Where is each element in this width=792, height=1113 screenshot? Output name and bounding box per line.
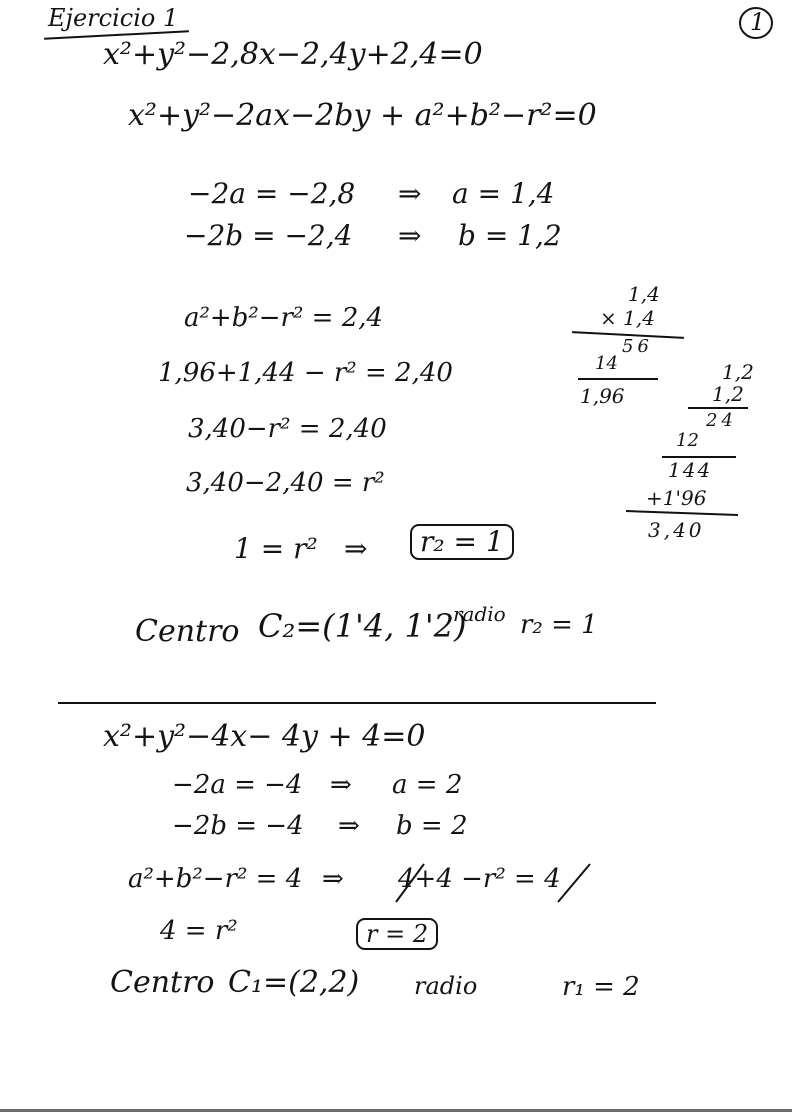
calc2-partial-1: 24	[706, 410, 737, 431]
ex2-radio-label: radio	[414, 972, 478, 1000]
ex2-line1-lhs: a²+b²−r² = 4	[128, 864, 303, 894]
calc1-operand-b: × 1,4	[600, 306, 655, 330]
section-divider	[58, 702, 656, 704]
ex1-implies-b: ⇒	[398, 219, 422, 252]
ex1-line2: 1,96+1,44 − r² = 2,40	[158, 358, 453, 388]
ex2-radio-value: r₁ = 2	[562, 972, 640, 1002]
ex1-step-a-lhs: −2a = −2,8	[188, 177, 356, 210]
calc2-partial-2: 12	[676, 430, 699, 451]
page-number: 1	[750, 8, 766, 36]
calc1-partial-1: 56	[622, 336, 653, 357]
calc-add-operand: +1'96	[646, 486, 707, 510]
ex2-line2-lhs: 4 = r²	[160, 916, 238, 946]
ex2-step-b-rhs: b = 2	[396, 811, 468, 841]
ex2-step-a-lhs: −2a = −4	[172, 770, 303, 800]
calc2-operand-b: 1,2	[712, 382, 744, 406]
ex1-step-a-rhs: a = 1,4	[452, 177, 555, 210]
ex1-step-b-lhs: −2b = −2,4	[184, 219, 353, 252]
calc1-operand-a: 1,4	[628, 282, 660, 306]
calc1-result: 1,96	[580, 384, 625, 408]
ex2-implies-b: ⇒	[338, 811, 360, 841]
ex1-step-b-rhs: b = 1,2	[458, 219, 562, 252]
ex1-center-label: Centro	[135, 614, 240, 649]
ex2-equation: x²+y²−4x− 4y + 4=0	[103, 719, 426, 754]
ex1-radius-result-box: r₂ = 1	[410, 524, 514, 560]
ex2-center-value: C₁=(2,2)	[228, 965, 360, 1000]
ex2-line1-rhs: 4+4 −r² = 4	[398, 864, 561, 894]
ex1-line4: 3,40−2,40 = r²	[186, 468, 385, 498]
ex1-radio-value: r₂ = 1	[520, 610, 598, 640]
ex1-implies-a: ⇒	[398, 177, 422, 210]
ex2-cancel-strokes	[390, 858, 600, 908]
calc-add-rule	[626, 510, 738, 516]
ex1-center-value: C₂=(1'4, 1'2)	[258, 607, 467, 645]
calc2-rule-1	[688, 407, 748, 409]
calc2-operand-a: 1,2	[722, 360, 754, 384]
page-title: Ejercicio 1	[48, 4, 179, 32]
ex1-equation: x²+y²−2,8x−2,4y+2,4=0	[103, 37, 483, 72]
page-bottom-edge	[0, 1109, 792, 1112]
calc2-result: 144	[668, 458, 713, 482]
ex2-center-label: Centro	[110, 965, 215, 1000]
ex2-step-b-lhs: −2b = −4	[172, 811, 304, 841]
ex2-implies-r: ⇒	[322, 864, 344, 894]
ex1-line1: a²+b²−r² = 2,4	[184, 303, 384, 333]
calc-add-result: 3,40	[648, 518, 705, 542]
ex2-radius-result-box: r = 2	[356, 918, 438, 950]
ex1-line3: 3,40−r² = 2,40	[188, 414, 387, 444]
ex1-implies-r: ⇒	[344, 532, 368, 565]
ex1-line5-lhs: 1 = r²	[234, 532, 318, 565]
calc1-rule-2	[578, 378, 658, 380]
ex1-radio-label: radio	[453, 602, 506, 626]
ex2-step-a-rhs: a = 2	[392, 770, 463, 800]
calc1-partial-2: 14	[595, 353, 618, 374]
ex2-implies-a: ⇒	[330, 770, 352, 800]
ex1-general-form: x²+y²−2ax−2by + a²+b²−r²=0	[128, 98, 597, 133]
